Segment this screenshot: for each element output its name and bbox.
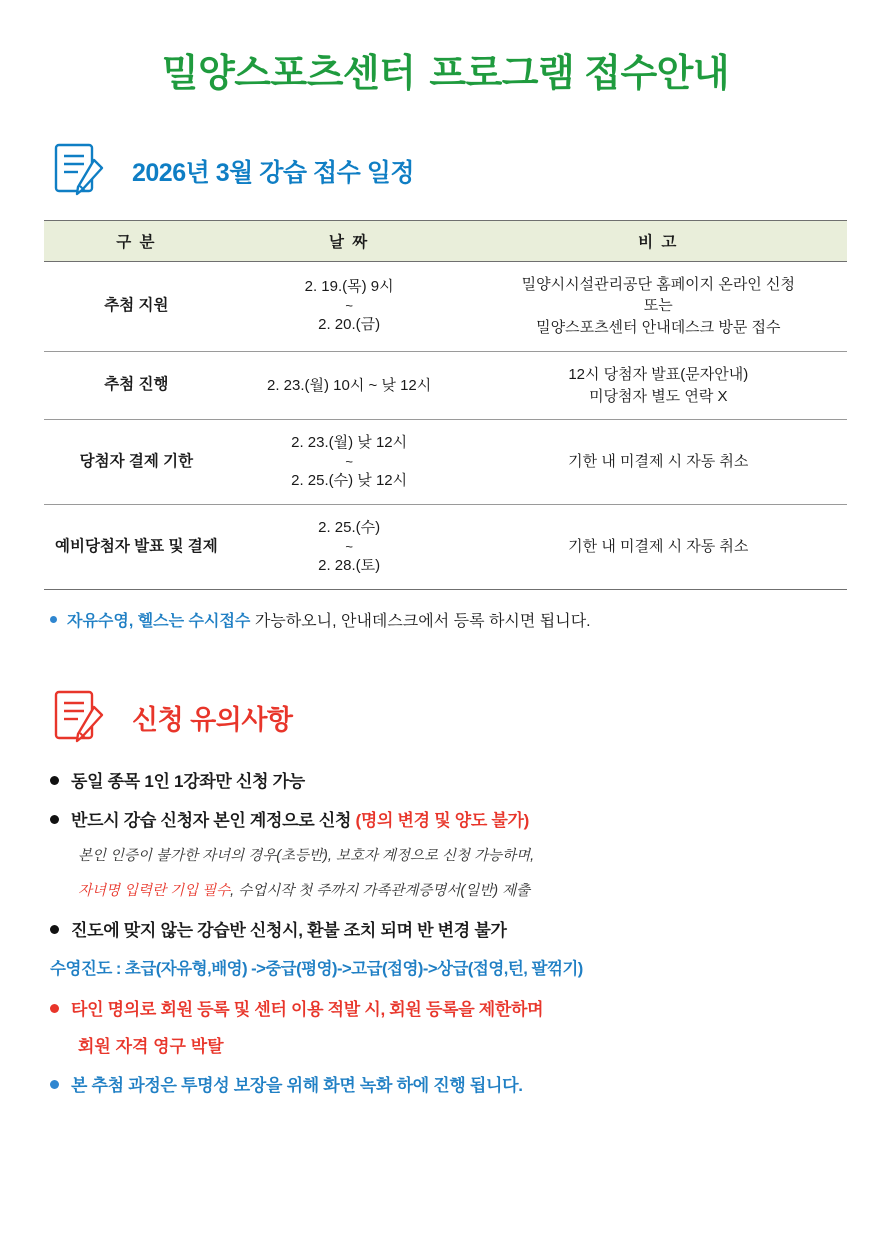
- sub-note-text: , 수업시작 첫 주까지 가족관계증명서(일반) 제출: [230, 883, 531, 900]
- row-date: [229, 420, 470, 505]
- date-line: 2. 20.(금): [318, 316, 381, 334]
- memo-pencil-icon: [52, 689, 106, 747]
- date-line: 2. 25.(수) 낮 12시: [291, 472, 408, 490]
- bullet-dot-icon: [50, 616, 57, 623]
- schedule-section-title: 2026년 3월 강습 접수 일정: [132, 158, 415, 187]
- notice-item-text: 반드시 강습 신청자 본인 계정으로 신청: [71, 810, 356, 830]
- schedule-table: [44, 220, 847, 590]
- col-header-category: 구 분: [44, 220, 229, 261]
- memo-pencil-icon: [52, 142, 106, 200]
- notice-item-text-emphasis: (명의 변경 및 양도 불가): [355, 810, 530, 830]
- sub-note-line: [50, 843, 847, 871]
- date-line: 2. 23.(월) 낮 12시: [291, 434, 408, 452]
- row-date: [229, 505, 470, 590]
- note-line: 밀양스포츠센터 안내데스크 방문 접수: [536, 319, 781, 337]
- page-title-part2: 프로그램 접수안내: [429, 53, 730, 95]
- notice-item-text: 본 추첨 과정은 투명성 보장을 위해 화면 녹화 하에 진행 됩니다.: [71, 1076, 523, 1096]
- note-line: 기한 내 미결제 시 자동 취소: [568, 453, 749, 471]
- row-note: [470, 505, 847, 590]
- date-line: ~: [345, 454, 353, 470]
- bullet-dot-icon: [50, 1004, 59, 1013]
- list-item: [50, 806, 847, 831]
- date-line: 2. 25.(수): [318, 519, 381, 537]
- page-title-part1: 밀양스포츠센터: [161, 53, 416, 95]
- bullet-dot-icon: [50, 925, 59, 934]
- note-line: 기한 내 미결제 시 자동 취소: [568, 538, 749, 556]
- sub-note-text-emphasis: 자녀명 입력란 기입 필수: [78, 883, 231, 900]
- notice-section-header: [44, 689, 847, 747]
- free-swim-note-rest: 가능하오니, 안내데스크에서 등록 하시면 됩니다.: [254, 612, 591, 630]
- table-header-row: [44, 220, 847, 261]
- col-header-note: 비 고: [470, 220, 847, 261]
- date-line: 2. 19.(목) 9시: [304, 278, 394, 296]
- list-item: [50, 916, 847, 941]
- bullet-dot-icon: [50, 1080, 59, 1089]
- row-label: 추첨 지원: [44, 261, 229, 351]
- swim-progress-line: 수영진도 : 초급(자유형,배영) ->중급(평영)->고급(접영)->상급(접영,턴, 팔꺾기): [50, 960, 583, 979]
- bullet-dot-icon: [50, 815, 59, 824]
- notice-item-text: 진도에 맞지 않는 강습반 신청시, 환불 조치 되며 반 변경 불가: [71, 921, 507, 941]
- list-item: [50, 767, 847, 792]
- note-line: 미당첨자 별도 연락 X: [589, 387, 728, 405]
- notice-item-text: 타인 명의로 회원 등록 및 센터 이용 적발 시, 회원 등록을 제한하며: [71, 1000, 544, 1020]
- table-row: [44, 505, 847, 590]
- page-title: [44, 0, 847, 98]
- bullet-dot-icon: [50, 776, 59, 785]
- sub-note-line: [50, 878, 847, 906]
- date-line: ~: [345, 298, 353, 314]
- row-label: 추첨 진행: [44, 351, 229, 420]
- schedule-section-header: [44, 142, 847, 200]
- note-line: 또는: [643, 297, 673, 315]
- table-row: [44, 420, 847, 505]
- notice-list: [44, 767, 847, 1096]
- note-line: 밀양시시설관리공단 홈페이지 온라인 신청: [521, 275, 795, 293]
- list-item: [50, 1071, 847, 1096]
- col-header-date: 날 짜: [229, 220, 470, 261]
- row-note: [470, 420, 847, 505]
- date-line: 2. 28.(토): [318, 557, 381, 575]
- row-date: [229, 261, 470, 351]
- date-line: 2. 23.(월) 10시 ~ 낮 12시: [266, 376, 432, 394]
- row-note: [470, 261, 847, 351]
- table-row: [44, 261, 847, 351]
- notice-item-text-continued: 회원 자격 영구 박탈: [78, 1037, 224, 1057]
- table-row: [44, 351, 847, 420]
- free-swim-note-highlight: 자유수영, 헬스는 수시접수: [67, 612, 251, 630]
- notice-item-text: 동일 종목 1인 1강좌만 신청 가능: [71, 771, 305, 791]
- list-item: [50, 995, 847, 1020]
- notice-section-title: 신청 유의사항: [132, 705, 293, 736]
- row-label: 예비당첨자 발표 및 결제: [44, 505, 229, 590]
- row-date: [229, 351, 470, 420]
- row-label: 당첨자 결제 기한: [44, 420, 229, 505]
- free-swim-note: [44, 608, 847, 631]
- sub-note-text: 본인 인증이 불가한 자녀의 경우(초등반), 보호자 계정으로 신청 가능하며,: [78, 847, 535, 864]
- date-line: ~: [345, 538, 353, 554]
- row-note: [470, 351, 847, 420]
- note-line: 12시 당첨자 발표(문자안내): [568, 365, 749, 383]
